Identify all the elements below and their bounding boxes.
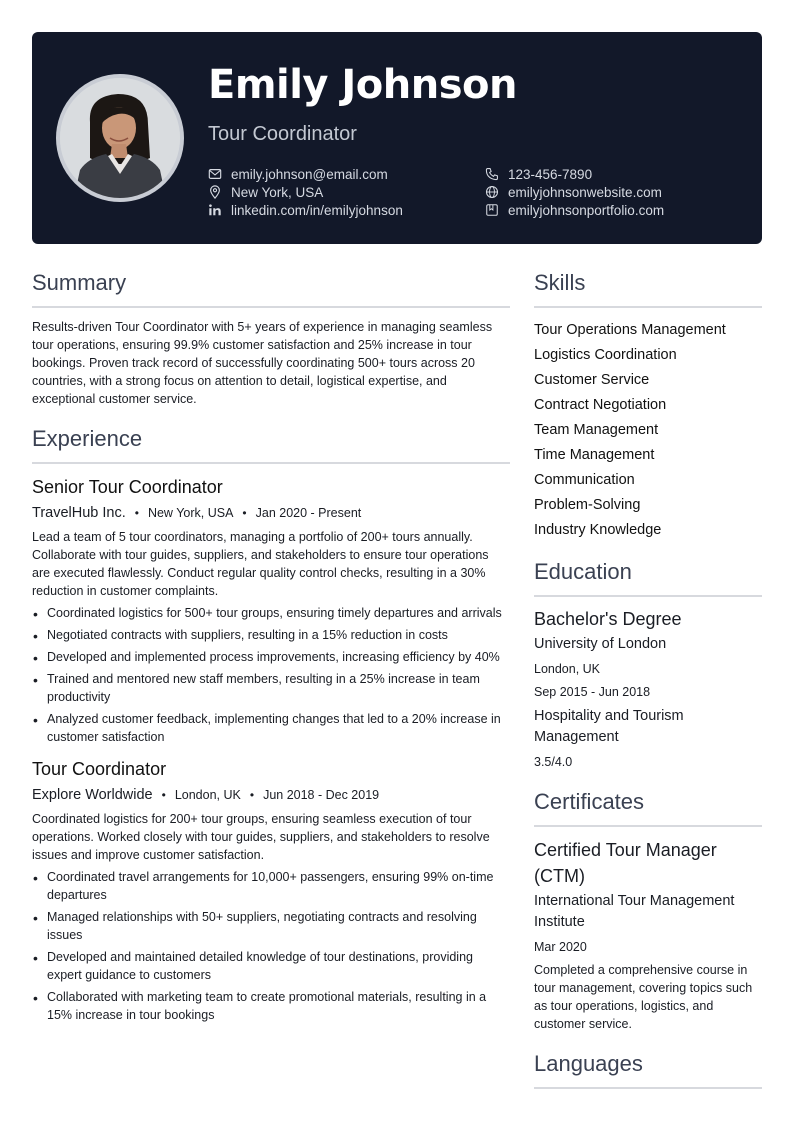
job-location: London, UK: [174, 788, 241, 802]
job-location: New York, USA: [147, 506, 234, 520]
profile-photo: [56, 74, 184, 202]
resume-header: [32, 32, 762, 244]
job-meta: [32, 786, 510, 804]
portfolio-icon: [485, 203, 499, 217]
skills-list: [534, 318, 762, 543]
contact-phone-text: 123-456-7890: [508, 166, 593, 182]
contact-website-text: emilyjohnsonwebsite.com: [508, 184, 662, 200]
job-entry: [32, 476, 510, 746]
separator-dot: •: [249, 788, 255, 802]
list-item: • Collaborated with marketing team to create promotional materials, resulting in a 15% increase in tour bookings: [32, 988, 510, 1024]
contact-phone[interactable]: [485, 165, 592, 183]
job-meta: [32, 504, 510, 522]
job-title: Tour Coordinator: [32, 759, 167, 779]
job-description: Lead a team of 5 tour coordinators, managing a portfolio of 200+ tours annually. Collaborate with tour guides, suppliers, and stakeholders to ensure tour operations are executed flawlessly. Conduct regular quality control checks, resulting in a 30% reduction in customer complaints.: [32, 530, 489, 598]
candidate-role: Tour Coordinator: [208, 123, 357, 145]
education-heading: Education: [534, 559, 632, 584]
list-item: • Managed relationships with 50+ suppliers, negotiating contracts and resolving issues: [32, 908, 510, 944]
job-dates: Jan 2020 - Present: [255, 506, 362, 520]
contact-email-text: emily.johnson@email.com: [231, 166, 388, 182]
list-item: • Negotiated contracts with suppliers, resulting in a 15% reduction in costs: [32, 626, 510, 644]
list-item: • Analyzed customer feedback, implementing changes that led to a 20% increase in customer satisfaction: [32, 710, 510, 746]
list-item: • Developed and maintained detailed knowledge of tour destinations, providing expert guidance to customers: [32, 948, 510, 984]
certificate-name: Certified Tour Manager (CTM): [534, 840, 717, 886]
contact-website[interactable]: [485, 183, 662, 201]
list-item: • Coordinated travel arrangements for 10,000+ passengers, ensuring 99% on-time departures: [32, 868, 510, 904]
summary-heading: Summary: [32, 270, 127, 295]
summary-divider: [32, 306, 510, 308]
education-gpa: 3.5/4.0: [534, 755, 573, 769]
contact-location: [208, 183, 323, 201]
job-company: TravelHub Inc.: [32, 505, 126, 521]
languages-divider: [534, 1087, 762, 1089]
job-company: Explore Worldwide: [32, 787, 153, 803]
list-item: • Coordinated logistics for 500+ tour groups, ensuring timely departures and arrivals: [32, 604, 510, 622]
separator-dot: •: [242, 506, 247, 520]
education-divider: [534, 595, 762, 597]
skills-heading: Skills: [534, 270, 586, 295]
job-achievements: [32, 604, 510, 746]
languages-heading: Languages: [534, 1051, 643, 1076]
job-title: Senior Tour Coordinator: [32, 477, 223, 497]
education-section: [534, 557, 762, 771]
skill-item: Industry Knowledge: [534, 522, 662, 538]
side-column: [534, 268, 762, 1099]
languages-section: [534, 1049, 762, 1089]
job-description: Coordinated logistics for 200+ tour groups, ensuring seamless execution of tour operations. Worked closely with tour guides, suppliers, and stakeholders to resolve issues and improve customer satisfaction.: [32, 812, 490, 862]
skill-item: Team Management: [534, 422, 659, 438]
education-school: University of London: [534, 636, 667, 652]
candidate-name: Emily Johnson: [208, 62, 518, 108]
separator-dot: •: [134, 506, 139, 520]
list-item: • Trained and mentored new staff members, resulting in a 25% increase in team productivity: [32, 670, 510, 706]
skill-item: Time Management: [534, 447, 655, 463]
skills-section: [534, 268, 762, 543]
map-pin-icon: [208, 185, 222, 199]
contact-portfolio[interactable]: [485, 201, 664, 219]
experience-divider: [32, 462, 510, 464]
job-entry: [32, 758, 510, 1024]
separator-dot: •: [161, 788, 166, 802]
skill-item: Contract Negotiation: [534, 397, 667, 413]
certificate-date: Mar 2020: [534, 940, 587, 954]
contact-location-text: New York, USA: [231, 184, 324, 200]
skill-item: Logistics Coordination: [534, 347, 677, 363]
education-dates: Sep 2015 - Jun 2018: [534, 685, 651, 699]
contact-email[interactable]: [208, 165, 388, 183]
phone-icon: [485, 167, 499, 181]
experience-section: [32, 424, 510, 1024]
main-column: [32, 268, 510, 1028]
contact-linkedin-text: linkedin.com/in/emilyjohnson: [231, 202, 403, 218]
certificates-section: [534, 787, 762, 1033]
summary-section: [32, 268, 510, 408]
contact-linkedin[interactable]: [208, 201, 403, 219]
job-dates: Jun 2018 - Dec 2019: [263, 788, 380, 802]
linkedin-icon: [208, 203, 222, 217]
profile-photo-illustration: [60, 78, 180, 198]
skills-divider: [534, 306, 762, 308]
list-item: • Developed and implemented process improvements, increasing efficiency by 40%: [32, 648, 510, 666]
experience-heading: Experience: [32, 426, 143, 451]
education-field: Hospitality and Tourism Management: [534, 708, 684, 745]
certificate-issuer: International Tour Management Institute: [534, 893, 735, 930]
globe-icon: [485, 185, 499, 199]
education-degree: Bachelor's Degree: [534, 609, 682, 629]
certificates-heading: Certificates: [534, 789, 645, 814]
education-location: London, UK: [534, 662, 601, 676]
contact-portfolio-text: emilyjohnsonportfolio.com: [508, 202, 665, 218]
job-achievements: [32, 868, 510, 1024]
certificates-divider: [534, 825, 762, 827]
skill-item: Communication: [534, 472, 635, 488]
mail-icon: [208, 167, 222, 181]
skill-item: Tour Operations Management: [534, 322, 726, 338]
skill-item: Problem-Solving: [534, 497, 641, 513]
summary-text: Results-driven Tour Coordinator with 5+ years of experience in managing seamless tour operations, ensuring 99.9% customer satisfaction and 25% increase in tour bookings. Proven track record of successfully coordinating 500+ tours across 20 countries, with a strong focus on attention to detail, logistical expertise, and exceptional customer service.: [32, 320, 493, 406]
skill-item: Customer Service: [534, 372, 650, 388]
certificate-description: Completed a comprehensive course in tour management, covering topics such as tour operations, logistics, and customer service.: [534, 963, 753, 1031]
